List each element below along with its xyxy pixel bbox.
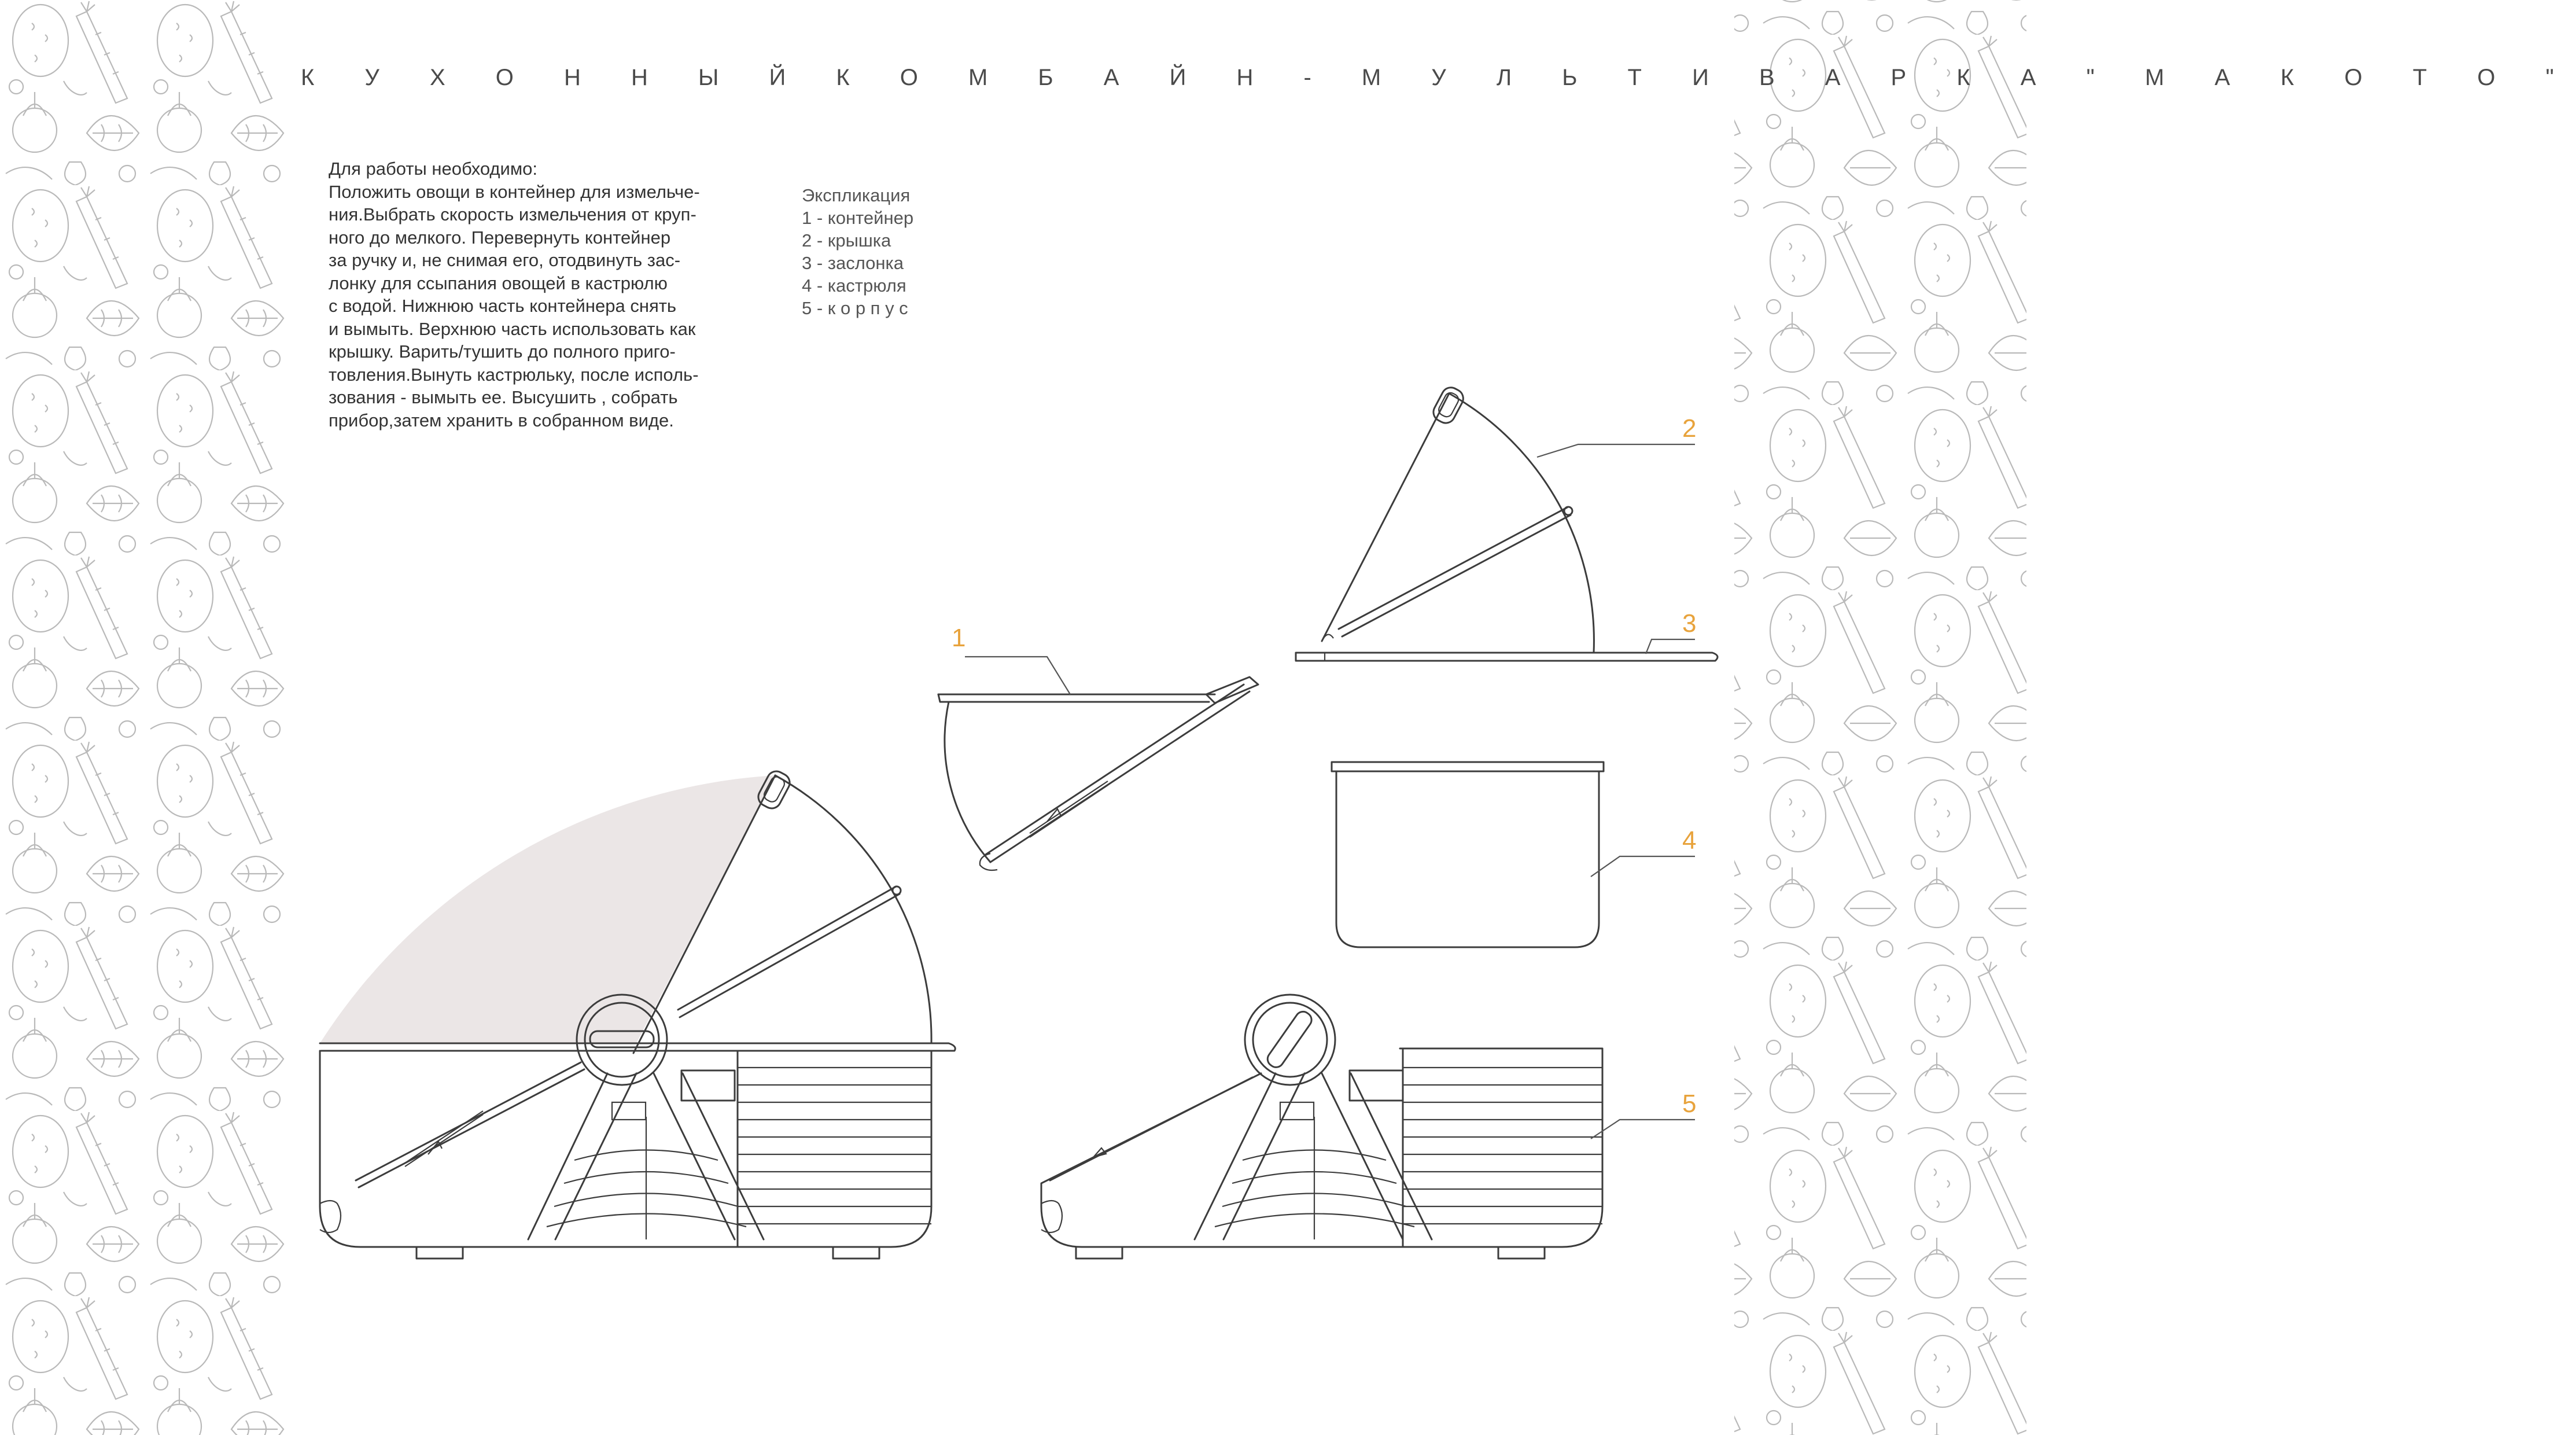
instructions-line: крышку. Варить/тушить до полного приго- — [329, 341, 676, 362]
assembled-appliance-drawing — [320, 768, 955, 1259]
instructions-line: за ручку и, не снимая его, отодвинуть зас- — [329, 250, 681, 270]
explication-item: 3 - заслонка — [802, 253, 904, 273]
callout-number-2: 2 — [1682, 414, 1697, 443]
instructions-line: прибор,затем хранить в собранном виде. — [329, 410, 674, 430]
body-callout — [1591, 1090, 1696, 1139]
instructions-line: с водой. Нижнюю часть контейнера снять — [329, 296, 677, 316]
callout-number-3: 3 — [1682, 609, 1697, 638]
instructions-line: и вымыть. Верхнюю часть использовать как — [329, 318, 696, 339]
explication-heading: Экспликация — [802, 185, 911, 205]
explication-item: 1 - контейнер — [802, 208, 914, 228]
instructions-line: ного до мелкого. Перевернуть контейнер — [329, 227, 671, 248]
pot-drawing — [1332, 762, 1696, 947]
shutter-drawing — [1296, 609, 1718, 661]
instructions-line: товления.Вынуть кастрюльку, после исполь- — [329, 364, 699, 385]
instructions-line: зования - вымыть ее. Высушить , собрать — [329, 387, 678, 407]
lid-drawing — [1322, 384, 1696, 653]
explication-item: 2 - крышка — [802, 230, 891, 251]
base-drawing — [1041, 995, 1602, 1259]
instructions-line: ния.Выбрать скорость измельчения от круп- — [329, 204, 696, 225]
instructions-line: Положить овощи в контейнер для измельче- — [329, 181, 700, 202]
container-drawing — [938, 624, 1258, 870]
instructions-line: Для работы необходимо: — [329, 159, 537, 179]
callout-number-4: 4 — [1682, 826, 1697, 855]
instructions-line: лонку для ссыпания овощей в кастрюлю — [329, 273, 668, 293]
explication-item: 5 - к о р п у с — [802, 298, 908, 318]
page-title: К У Х О Н Н Ы Й К О М Б А Й Н - М У Л Ь Т И В А Р К А " М А К О Т О " — [301, 65, 2576, 90]
callout-number-1: 1 — [952, 624, 966, 652]
callout-number-5: 5 — [1682, 1090, 1697, 1118]
explication-item: 4 - кастрюля — [802, 275, 906, 296]
